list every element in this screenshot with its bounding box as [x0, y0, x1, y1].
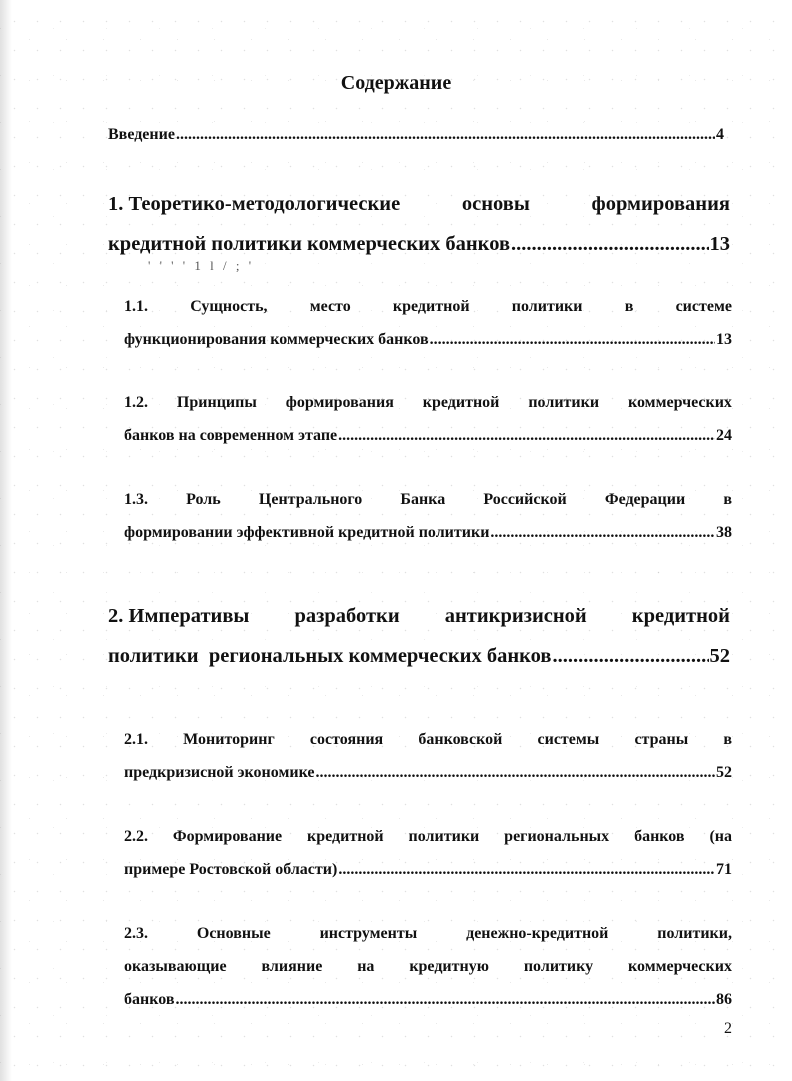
dot-leader [553, 636, 709, 676]
toc-entry-title: политики региональных коммерческих банков [108, 645, 552, 667]
toc-word: политики [528, 394, 600, 411]
toc-line [124, 723, 732, 756]
toc-word: Формирование [172, 828, 283, 845]
section-number: 2.3. [124, 925, 148, 942]
toc-word: Банка [400, 491, 446, 508]
dot-leader [338, 419, 715, 452]
toc-line [124, 820, 732, 853]
toc-word: формирования [285, 394, 394, 411]
page-title: Содержание [340, 72, 452, 94]
dot-leader [430, 323, 715, 356]
toc-entry-section-1-2[interactable] [124, 386, 732, 452]
toc-word: коммерческих [627, 394, 732, 411]
toc-page-number: 52 [709, 645, 730, 667]
toc-page-number: 4 [716, 126, 724, 143]
toc-word: Центрального [258, 491, 363, 508]
toc-entry-section-2-1[interactable] [124, 723, 732, 789]
toc-entry-section-1-1[interactable] [124, 290, 732, 356]
toc-word: Теоретико-методологические [128, 193, 401, 215]
toc-entry-introduction[interactable] [108, 126, 724, 144]
toc-page-number: 86 [716, 991, 732, 1008]
toc-word: инструменты [319, 925, 418, 942]
toc-word: региональных [504, 828, 610, 845]
toc-word: в [624, 298, 634, 315]
toc-word: оказывающие [124, 958, 227, 975]
scan-edge-shadow [0, 0, 12, 1081]
dot-leader [338, 853, 715, 886]
toc-word: политику [523, 958, 594, 975]
toc-word: антикризисной [444, 605, 587, 627]
toc-word: в [723, 731, 732, 748]
toc-word: Основные [196, 925, 271, 942]
toc-word: кредитной [307, 828, 384, 845]
section-number: 1.2. [124, 394, 148, 411]
chapter-number: 2. [108, 605, 124, 627]
toc-word: кредитную [409, 958, 489, 975]
toc-word: кредитной [392, 298, 470, 315]
toc-entry-title: банков на современном этапе [124, 427, 338, 444]
toc-word: кредитной [422, 394, 500, 411]
toc-word: системе [675, 298, 732, 315]
dot-leader [316, 756, 716, 789]
toc-word: Роль [186, 491, 221, 508]
toc-line [108, 126, 724, 144]
toc-entry-section-2-3[interactable] [124, 917, 732, 1016]
toc-word: разработки [294, 605, 400, 627]
toc-word: влияние [261, 958, 323, 975]
toc-line [124, 290, 732, 323]
chapter-number: 1. [108, 193, 124, 215]
toc-word: формирования [591, 193, 730, 215]
toc-page-number: 38 [716, 524, 732, 541]
dot-leader [511, 224, 708, 264]
toc-word: в [723, 491, 732, 508]
toc-line [108, 224, 730, 264]
toc-word: Мониторинг [183, 731, 275, 748]
toc-entry-title: предкризисной экономике [124, 764, 315, 781]
toc-word: Сущность, [190, 298, 268, 315]
toc-entry-section-2-2[interactable] [124, 820, 732, 886]
toc-page-number: 71 [716, 861, 732, 878]
toc-line [124, 483, 732, 516]
toc-line [108, 636, 730, 676]
toc-line [124, 950, 732, 983]
toc-line [124, 756, 732, 789]
section-number: 2.1. [124, 731, 148, 748]
toc-word: Принципы [176, 394, 257, 411]
stray-scan-marks: ' ' ' ' 1 l / ; ' [148, 258, 255, 273]
section-number: 1.3. [124, 491, 148, 508]
toc-word: банков [634, 828, 685, 845]
page-number: 2 [724, 1020, 732, 1037]
dot-leader [176, 126, 715, 144]
toc-word: состояния [309, 731, 384, 748]
toc-line [124, 983, 732, 1016]
toc-word: политики, [657, 925, 732, 942]
dot-leader [490, 516, 715, 549]
toc-word: банковской [418, 731, 503, 748]
toc-entry-title: формировании эффективной кредитной политики [124, 524, 490, 541]
toc-entry-title: примере Ростовской области) [124, 861, 338, 878]
toc-word: Федерации [604, 491, 686, 508]
toc-word: коммерческих [628, 958, 732, 975]
toc-word: на [357, 958, 375, 975]
section-number: 1.1. [124, 298, 148, 315]
dot-leader [175, 983, 715, 1016]
toc-entry-title: кредитной политики коммерческих банков [108, 233, 511, 255]
toc-entry-title: Введение [108, 126, 175, 143]
toc-page-number: 13 [716, 331, 732, 348]
toc-line [108, 596, 730, 636]
toc-word: основы [461, 193, 530, 215]
toc-word: Российской [483, 491, 567, 508]
toc-word: политики [511, 298, 583, 315]
toc-word: денежно-кредитной [466, 925, 609, 942]
toc-word: страны [634, 731, 689, 748]
toc-word: политики [408, 828, 480, 845]
toc-word: Императивы [128, 605, 250, 627]
toc-line [124, 419, 732, 452]
toc-word: (на [709, 828, 732, 845]
toc-page-number: 24 [716, 427, 732, 444]
toc-line [124, 386, 732, 419]
toc-entry-chapter-2[interactable] [108, 596, 730, 676]
toc-word: кредитной [631, 605, 730, 627]
toc-entry-title: банков [124, 991, 175, 1008]
toc-word: место [309, 298, 351, 315]
toc-line [124, 516, 732, 549]
toc-page-number: 13 [709, 233, 730, 255]
toc-word: системы [537, 731, 600, 748]
toc-line [124, 853, 732, 886]
toc-entry-chapter-1[interactable] [108, 184, 730, 264]
toc-page-number: 52 [716, 764, 732, 781]
section-number: 2.2. [124, 828, 148, 845]
toc-line [124, 917, 732, 950]
toc-entry-title: функционирования коммерческих банков [124, 331, 429, 348]
toc-line [124, 323, 732, 356]
toc-line [108, 184, 730, 224]
toc-entry-section-1-3[interactable] [124, 483, 732, 549]
